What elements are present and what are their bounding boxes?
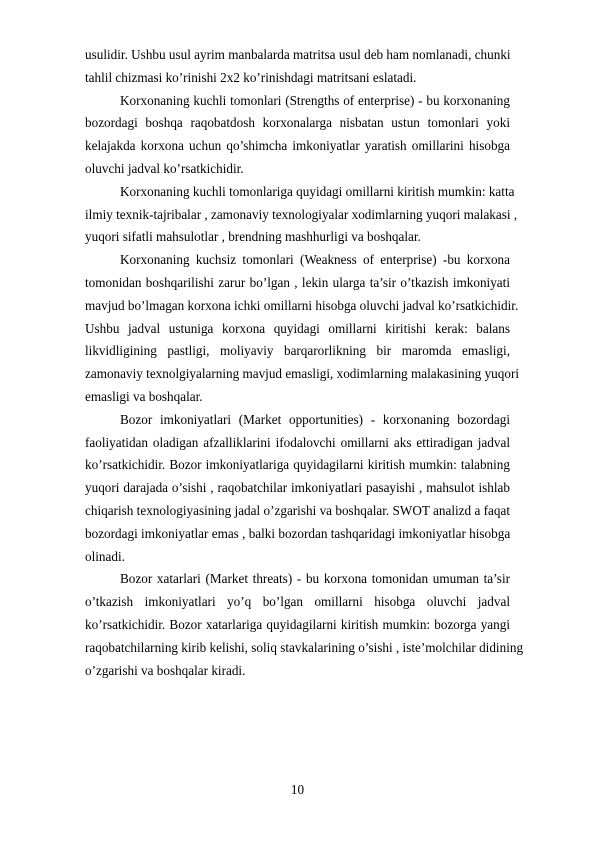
text-line: ilmiy texnik-tajribalar , zamonaviy texnologiyalar xodimlarning yuqori malakasi , [85,206,518,222]
page-number: 10 [290,782,305,797]
text-line: likvidligining pastligi, moliyaviy barqarorlikning bir maromda emasligi, [85,343,510,359]
text-line: raqobatchilarning kirib kelishi, soliq stavkalarining o’sishi , iste’molchilar didining [85,639,524,655]
text-line: chiqarish texnologiyasining jadal o’zgarishi va boshqalar. SWOT analizd a faqat [85,502,510,518]
paragraph-threats [85,568,524,682]
document-body [85,44,524,682]
text-line: o’tkazish imkoniyatlari yo’q bo’lgan omillarni hisobga oluvchi jadval [85,594,510,610]
text-line: bozordagi imkoniyatlar emas , balki bozordan tashqaridagi imkoniyatlar hisobga [85,525,511,541]
text-line: emasligi va boshqalar. [85,388,203,404]
text-line: usulidir. Ushbu usul ayrim manbalarda matritsa usul deb ham nomlanadi, chunki [85,47,511,62]
paragraph-weaknesses [85,249,519,409]
text-line: yuqori darajada o’sishi , raqobatchilar imkoniyatlari pasayishi , mahsulot ishlab [85,480,510,496]
paragraph-opportunities [85,409,510,569]
text-line: tomonidan boshqarilishi zarur bo’lgan , lekin ularga ta’sir o’tkazish imkoniyati [85,274,510,290]
text-line: ko’rsatkichidir. Bozor imkoniyatlariga quyidagilarni kiritish mumkin: talabning [85,457,510,473]
text-line: Korxonaning kuchli tomonlariga quyidagi omillarni kiritish mumkin: katta [120,183,515,199]
paragraph-strengths-factors [85,181,518,249]
paragraph-intro-continuation [85,44,510,90]
text-line: o’zgarishi va boshqalar kiradi. [85,662,246,678]
text-line: olinadi. [85,548,125,564]
text-line: yuqori sifatli mahsulotlar , brendning mashhurligi va boshqalar. [85,229,421,245]
text-line: zamonaviy texnolgiyalarning mavjud emasligi, xodimlarning malakasining yuqori [85,366,519,382]
text-line: Korxonaning kuchli tomonlari (Strengths of enterprise) - bu korxonaning [120,92,510,108]
text-line: faoliyatidan oladigan afzalliklarini ifodalovchi omillarni aks ettiradigan jadval [85,434,510,450]
paragraph-strengths [85,90,510,181]
text-line: kelajakda korxona uchun qo’shimcha imkoniyatlar yaratish omillarini hisobga [85,138,510,154]
text-line: ko’rsatkichidir. Bozor xatarlariga quyidagilarni kiritish mumkin: bozorga yangi [85,616,510,632]
text-line: tahlil chizmasi ko’rinishi 2x2 ko’rinishdagi matritsani eslatadi. [85,69,417,85]
text-line: bozordagi boshqa raqobatdosh korxonalarga nisbatan ustun tomonlari yoki [85,115,510,131]
text-line: Korxonaning kuchsiz tomonlari (Weakness of enterprise) -bu korxona [120,252,510,268]
text-line: oluvchi jadval ko’rsatkichidir. [85,160,244,176]
text-line: Ushbu jadval ustuniga korxona quyidagi omillarni kiritishi kerak: balans [85,320,510,336]
text-line: Bozor imkoniyatlari (Market opportunities) - korxonaning bozordagi [120,411,510,427]
text-line: mavjud bo’lmagan korxona ichki omillarni hisobga oluvchi jadval ko’rsatkichidir. [85,297,519,313]
text-line: Bozor xatarlari (Market threats) - bu korxona tomonidan umuman ta’sir [120,571,510,587]
